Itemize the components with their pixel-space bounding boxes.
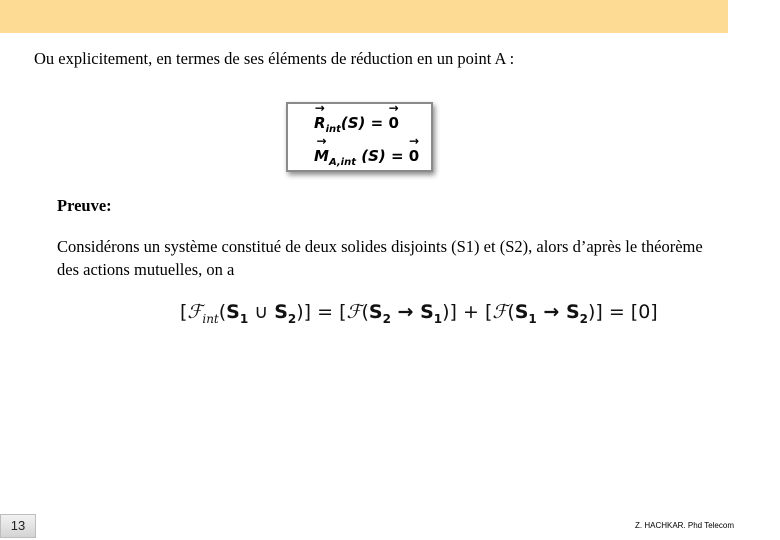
equation-resultant (314, 114, 399, 135)
action-symbol: ℱ (492, 301, 508, 323)
plus-bracket: )] + [ (442, 301, 493, 323)
action-symbol: ℱ (187, 301, 203, 323)
proof-paragraph: Considérons un système constitué de deux solides disjoints (S1) et (S2), alors d’après le théorème des actions mutuelles, on a (57, 237, 703, 279)
subscript-2: 2 (579, 311, 588, 326)
equals-bracket: )] = [ (296, 301, 347, 323)
arrow-symbol: → (390, 301, 421, 323)
paren: ( (218, 301, 227, 323)
union-symbol: ∪ (248, 301, 275, 323)
equals-zero (371, 114, 399, 132)
intro-text: Ou explicitement, en termes de ses éléments de réduction en un point A : (34, 49, 515, 68)
paren: ( (361, 301, 369, 323)
solid-s1: S (514, 301, 529, 323)
zero-vector: = → 0 (371, 114, 399, 132)
solid-s1: S (226, 301, 240, 323)
argument-s: (S) (356, 147, 386, 165)
page-number: 13 (0, 514, 36, 538)
argument-s: (S) (340, 114, 366, 132)
paren: ( (507, 301, 515, 323)
solid-s2: S (368, 301, 383, 323)
subscript-2: 2 (382, 311, 391, 326)
subscript-1: 1 (239, 311, 249, 326)
subscript-int: int (325, 124, 341, 135)
vector-r: → R (314, 114, 326, 132)
footer-author: Z. HACHKAR. Phd Telecom (635, 521, 734, 530)
title-bar (0, 0, 728, 33)
subscript-a-int: A,int (328, 157, 356, 168)
zero-symbol: → 0 (388, 114, 398, 132)
equals-zero (391, 147, 419, 165)
vector-m: → M (314, 147, 329, 165)
zero-vector: = → 0 (391, 147, 419, 165)
subscript-1: 1 (433, 311, 443, 326)
bracket: [ (180, 301, 188, 323)
equals-zero-bracket: )] = [0] (587, 301, 658, 323)
equation-moment (314, 147, 419, 168)
equation-box (286, 102, 433, 172)
subscript-2: 2 (287, 311, 297, 326)
solid-s2: S (565, 301, 580, 323)
proof-heading: Preuve: (57, 196, 112, 215)
arrow-symbol: → (536, 301, 566, 323)
solid-s2: S (274, 301, 288, 323)
action-symbol: ℱ (346, 301, 362, 323)
subscript-1: 1 (528, 311, 537, 326)
solid-s1: S (420, 301, 434, 323)
mutual-actions-formula (180, 301, 658, 326)
subscript-int: int (202, 311, 219, 326)
zero-symbol: → 0 (409, 147, 419, 165)
